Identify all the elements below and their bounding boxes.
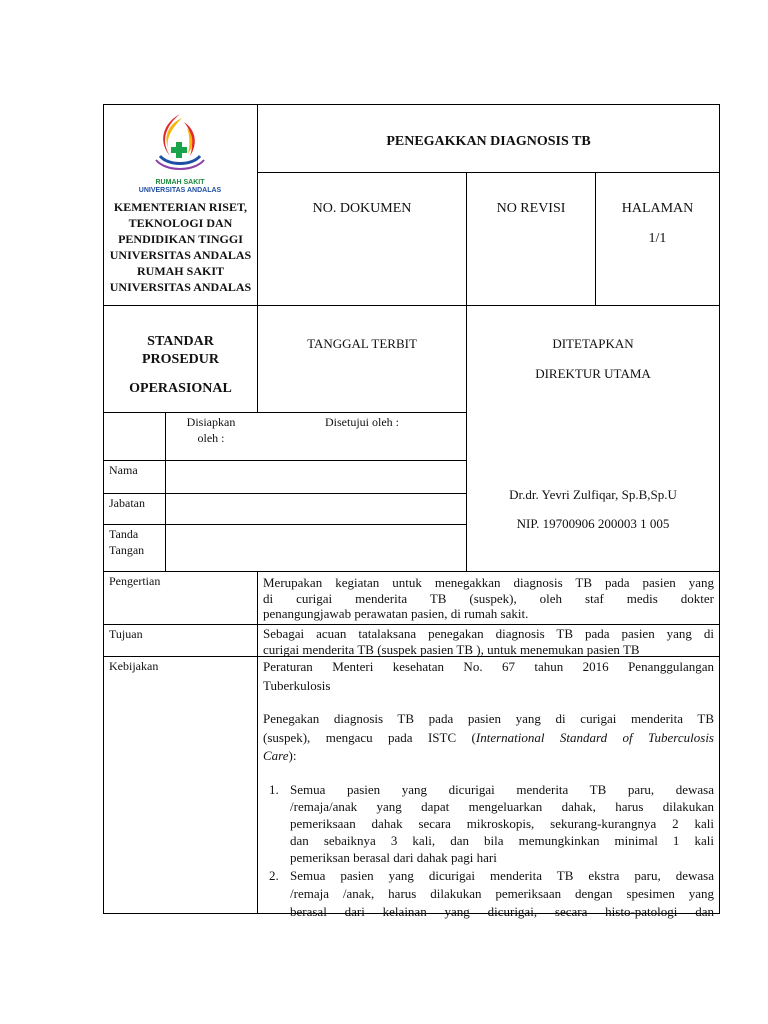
pengertian-label: Pengertian [109,574,161,588]
istc-italic: International Standard of Tuberculosis [475,729,714,745]
row-divider [103,412,466,413]
kebijakan-line: Tuberkulosis [263,677,331,693]
tujuan-line: Sebagai acuan tatalaksana penegakan diagnosis TB pada pasien yang di [263,626,714,641]
halaman-value: 1/1 [648,231,667,246]
row-divider [103,493,466,494]
sop-label-line: STANDAR [147,334,214,349]
kebijakan-text-run: ): [288,748,297,763]
list-item-line: /remaja /anak, harus dilakukan pemeriksaan dengan spesimen yang [290,885,714,901]
halaman-label: HALAMAN [621,201,694,216]
list-item-number: 1. [269,781,279,797]
institution-name [104,199,257,299]
list-item-line: pemeriksan berasal dari dahak pagi hari [290,849,497,865]
kebijakan-paragraph-2 [263,710,714,766]
table-border-top [103,104,720,105]
no-dokumen-label: NO. DOKUMEN [312,201,412,216]
disiapkan-label: Disiapkan oleh : [186,415,236,445]
institution-line: RUMAH SAKIT [136,264,224,278]
list-item-line: Semua pasien yang dicurigai menderita TB paru, dewasa [290,781,714,797]
list-item-line: pemeriksaan dahak secara mikroskopis, sekurang-kurangnya 2 kali [290,815,714,831]
sop-label [104,333,257,403]
pengertian-line: di curigai menderita TB (suspek), oleh staf medis dokter [263,590,714,606]
row-divider [103,624,720,625]
kebijakan-line: Peraturan Menteri kesehatan No. 67 tahun 2016 Penanggulangan [263,659,714,674]
kebijakan-text [263,658,714,919]
hospital-logo [110,112,250,194]
institution-line: TEKNOLOGI DAN [128,216,233,230]
column-divider [165,412,166,572]
nama-label: Nama [109,463,138,477]
sop-label-line: PROSEDUR [141,352,219,367]
kebijakan-line [263,747,714,766]
list-item [263,867,714,921]
sop-label-line: OPERASIONAL [129,381,232,396]
kebijakan-paragraph-1 [263,658,714,695]
tanggal-terbit-label: TANGGAL TERBIT [307,336,417,351]
row-divider [103,571,720,572]
institution-line: KEMENTERIAN RISET, [113,200,248,214]
list-item-line: /remaja/anak yang dapat mengeluarkan dahak, harus dilakukan [290,798,714,814]
no-revisi-label: NO REVISI [496,201,566,216]
pengertian-text [263,575,714,623]
row-divider [103,305,720,306]
direktur-label: DIREKTUR UTAMA [535,366,651,381]
logo-line-1: RUMAH SAKIT [155,179,205,186]
institution-line: PENDIDIKAN TINGGI [118,232,243,246]
pengertian-line: Merupakan kegiatan untuk menegakkan diagnosis TB pada pasien yang [263,575,714,590]
kebijakan-line: Penegakan diagnosis TB pada pasien yang di curigai menderita TB [263,711,714,726]
document-title: PENEGAKKAN DIAGNOSIS TB [386,134,591,149]
director-nip: NIP. 19700906 200003 1 005 [516,516,670,531]
list-item-line: dan sebaiknya 3 kali, dan bila memungkinkan minimal 1 kali [290,832,714,848]
row-divider [257,172,720,173]
ditetapkan-label: DITETAPKAN [552,336,634,351]
tujuan-label: Tujuan [109,627,143,641]
tujuan-line: curigai menderita TB (suspek pasien TB ), untuk menemukan pasien TB [263,641,640,657]
column-divider [257,571,258,914]
istc-italic: Care [263,748,289,763]
kebijakan-list [263,781,714,921]
disetujui-label: Disetujui oleh : [325,415,399,429]
kebijakan-line [263,729,714,748]
hospital-flame-logo-icon [110,112,250,174]
kebijakan-text-run: (suspek), mengacu pada ISTC ( [263,729,476,745]
institution-line: UNIVERSITAS ANDALAS [109,280,252,294]
row-divider [103,460,466,461]
tujuan-text [263,626,714,656]
row-divider [103,524,466,525]
logo-line-2: UNIVERSITAS ANDALAS [138,187,222,194]
pengertian-line: penangungjawab perawatan pasien, di rumah sakit. [263,606,529,621]
jabatan-label: Jabatan [109,496,145,510]
list-item-line: Semua pasien yang dicurigai menderita TB ekstra paru, dewasa [290,867,714,883]
kebijakan-label: Kebijakan [109,659,159,673]
list-item-line: berasal dari kelainan yang dicurigai, secara histo-patologi dan [290,903,714,919]
director-name: Dr.dr. Yevri Zulfiqar, Sp.B,Sp.U [509,487,677,502]
list-item-number: 2. [269,867,279,883]
table-border-right [719,104,720,914]
institution-line: UNIVERSITAS ANDALAS [109,248,252,262]
list-item [263,781,714,866]
tanda-tangan-label: Tanda Tangan [109,527,145,557]
